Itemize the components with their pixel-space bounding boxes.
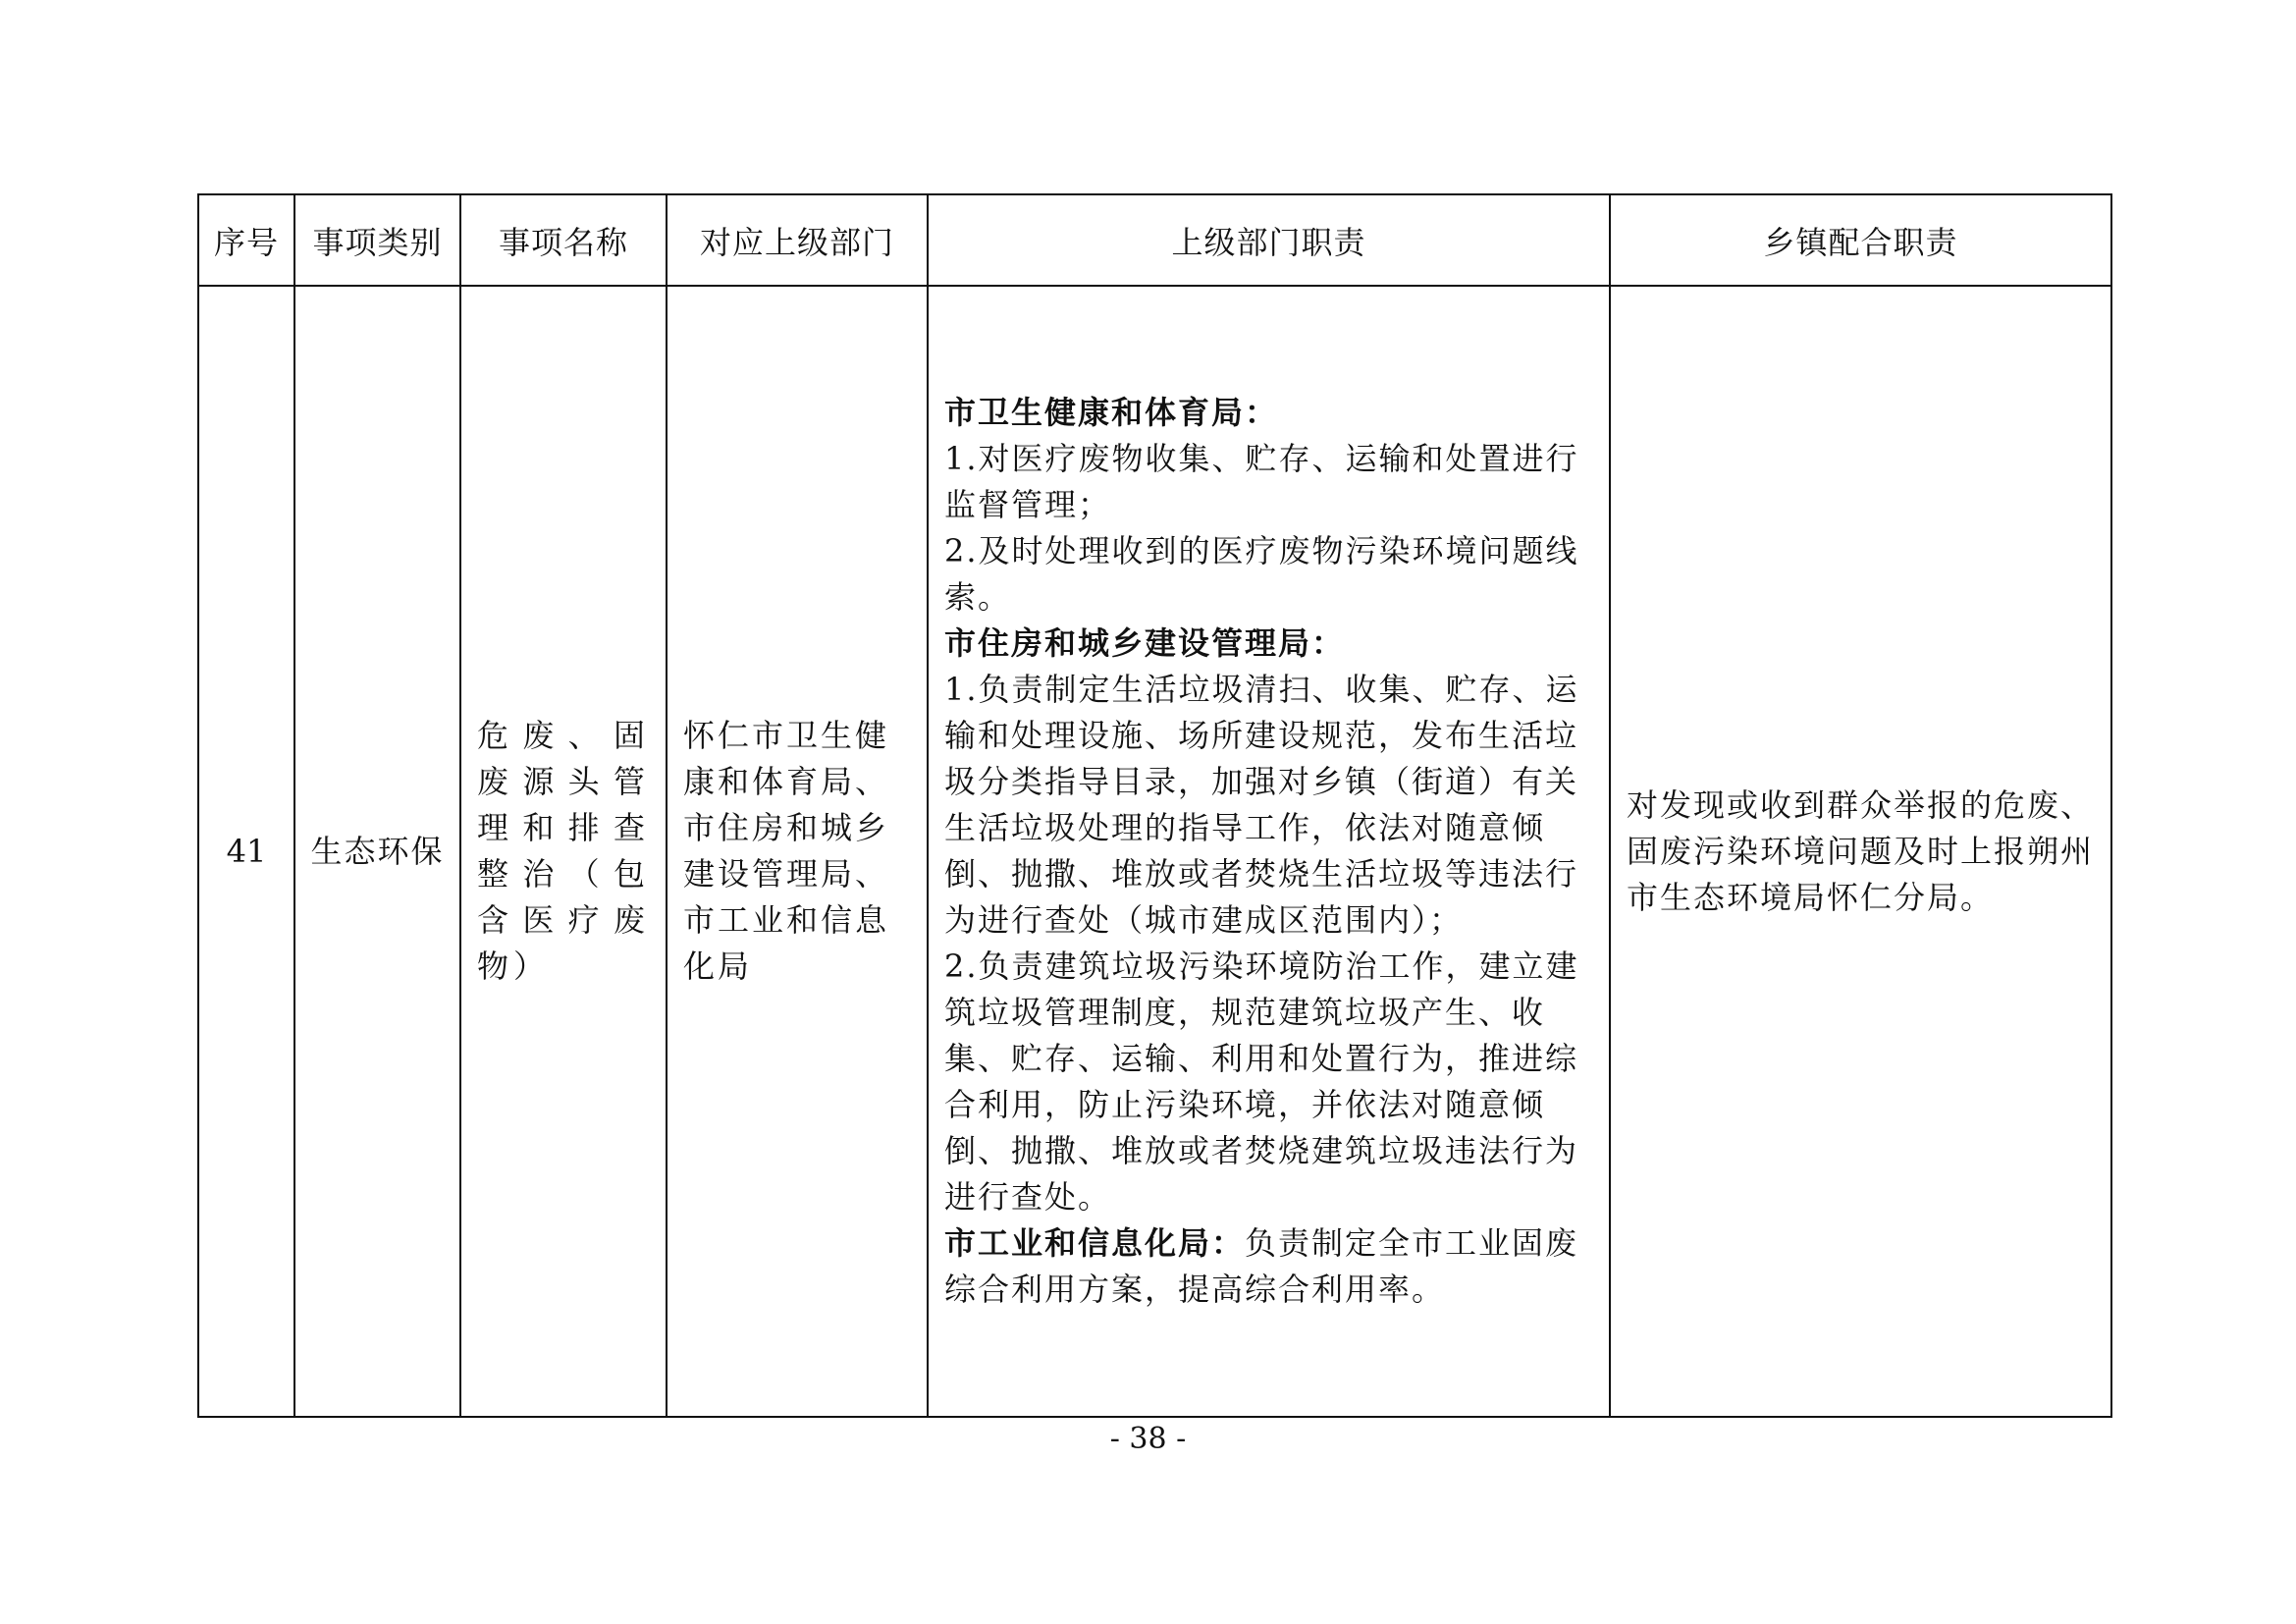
duty-item: 1.负责制定生活垃圾清扫、收集、贮存、运输和处理设施、场所建设规范，发布生活垃圾分类指导目录，加强对乡镇（街道）有关生活垃圾处理的指导工作，依法对随意倾倒、抛撒、堆放或者焚烧生活垃圾等违法行为进行查处（城市建成区范围内）； xyxy=(944,671,1579,939)
cell-dept-duties xyxy=(928,286,1610,1417)
cell-town-duties: 对发现或收到群众举报的危废、固废污染环境问题及时上报朔州市生态环境局怀仁分局。 xyxy=(1610,286,2111,1417)
cell-item-name: 危废、固废源头管理和排查整治（包含医疗废物） xyxy=(460,286,667,1417)
cell-serial: 41 xyxy=(198,286,294,1417)
duty-heading: 市住房和城乡建设管理局： xyxy=(944,624,1346,662)
duty-item: 2.负责建筑垃圾污染环境防治工作，建立建筑垃圾管理制度，规范建筑垃圾产生、收集、贮存、运输、利用和处置行为，推进综合利用，防止污染环境，并依法对随意倾倒、抛撒、堆放或者焚烧建筑垃圾违法行为进行查处。 xyxy=(944,947,1579,1216)
duty-item: 1.对医疗废物收集、贮存、运输和处置进行监督管理； xyxy=(944,440,1579,523)
duty-block-industry xyxy=(944,1220,1593,1313)
duty-item: 负责制定全市工业固废综合利用方案，提高综合利用率。 xyxy=(944,1224,1579,1308)
table-row xyxy=(198,286,2111,1417)
table-header-row xyxy=(198,194,2111,286)
cell-category: 生态环保 xyxy=(294,286,460,1417)
cell-departments: 怀仁市卫生健康和体育局、市住房和城乡建设管理局、市工业和信息化局 xyxy=(667,286,928,1417)
header-departments: 对应上级部门 xyxy=(667,194,928,286)
header-item-name: 事项名称 xyxy=(460,194,667,286)
duty-heading: 市工业和信息化局： xyxy=(944,1224,1246,1262)
header-category: 事项类别 xyxy=(294,194,460,286)
duty-item: 2.及时处理收到的医疗废物污染环境问题线索。 xyxy=(944,532,1579,616)
duty-block-health xyxy=(944,390,1593,621)
header-dept-duties: 上级部门职责 xyxy=(928,194,1610,286)
page-number: - 38 - xyxy=(1109,1422,1187,1456)
duty-block-housing xyxy=(944,621,1593,1220)
header-serial: 序号 xyxy=(198,194,294,286)
header-town-duties: 乡镇配合职责 xyxy=(1610,194,2111,286)
responsibility-table xyxy=(197,193,2112,1418)
duty-heading: 市卫生健康和体育局： xyxy=(944,394,1279,431)
